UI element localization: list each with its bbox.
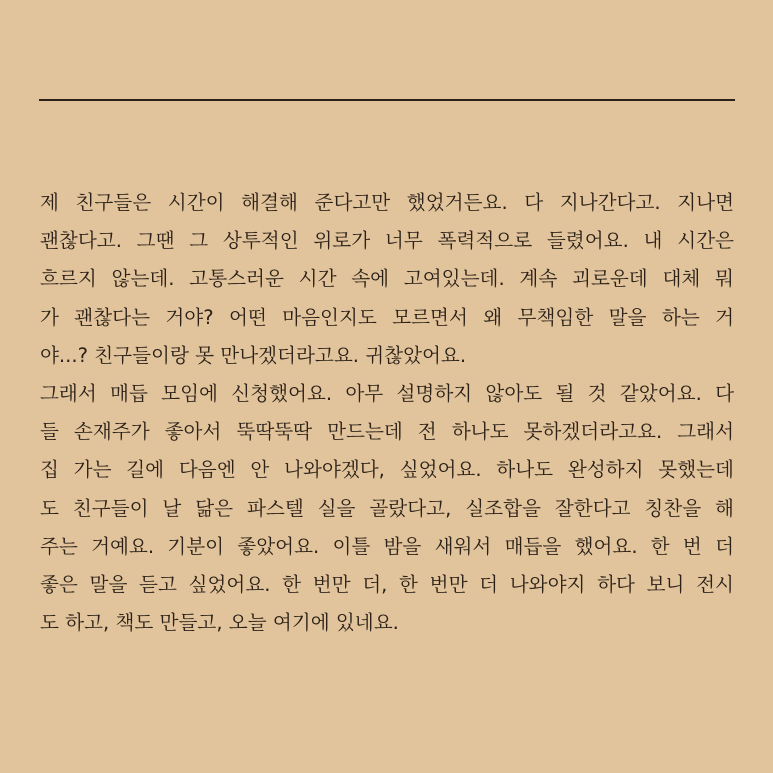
top-divider bbox=[39, 99, 735, 101]
paragraph-2 bbox=[40, 377, 734, 640]
text-line: 흐르지 않는데. 고통스러운 시간 속에 고여있는데. 계속 괴로운데 대체 뭐 bbox=[40, 267, 734, 291]
text-line: 좋은 말을 듣고 싶었어요. 한 번만 더, 한 번만 더 나와야지 하다 보니 전시 bbox=[40, 572, 734, 596]
text-line: 가 괜찮다는 거야? 어떤 마음인지도 모르면서 왜 무책임한 말을 하는 거 bbox=[40, 305, 734, 329]
body-text bbox=[40, 186, 734, 644]
text-line: 들 손재주가 좋아서 뚝딱뚝딱 만드는데 전 하나도 못하겠더라고요. 그래서 bbox=[40, 420, 734, 444]
text-line: 도 친구들이 날 닮은 파스텔 실을 골랐다고, 실조합을 잘한다고 칭찬을 해 bbox=[40, 496, 734, 520]
text-line: 괜찮다고. 그땐 그 상투적인 위로가 너무 폭력적으로 들렸어요. 내 시간은 bbox=[40, 229, 734, 253]
text-line: 주는 거예요. 기분이 좋았어요. 이틀 밤을 새워서 매듭을 했어요. 한 번 더 bbox=[40, 534, 734, 558]
text-line: 집 가는 길에 다음엔 안 나와야겠다, 싶었어요. 하나도 완성하지 못했는데 bbox=[40, 458, 734, 482]
text-line: 제 친구들은 시간이 해결해 준다고만 했었거든요. 다 지나간다고. 지나면 bbox=[40, 191, 734, 214]
text-line: 그래서 매듭 모임에 신청했어요. 아무 설명하지 않아도 될 것 같았어요. 다 bbox=[40, 381, 734, 405]
paragraph-1 bbox=[40, 186, 734, 373]
text-line: 도 하고, 책도 만들고, 오늘 여기에 있네요. bbox=[40, 611, 399, 635]
text-line: 야...? 친구들이랑 못 만나겠더라고요. 귀찮았어요. bbox=[40, 343, 467, 367]
